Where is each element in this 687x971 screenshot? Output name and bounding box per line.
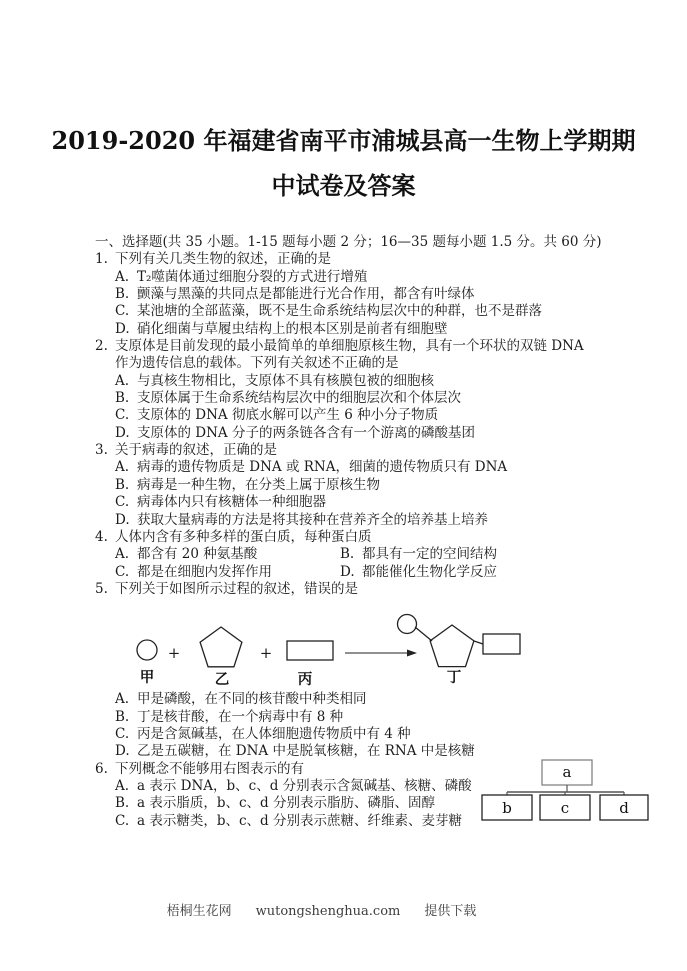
option-letter: B. — [115, 390, 130, 407]
option-text: 病毒体内只有核糖体一种细胞器 — [137, 494, 326, 511]
question-3-number: 3. — [95, 442, 108, 459]
option-text: T₂噬菌体通过细胞分裂的方式进行增殖 — [137, 268, 368, 285]
question-5 — [95, 581, 640, 598]
question-4-option-d — [340, 564, 497, 581]
question-2-option-b — [115, 390, 640, 407]
option-letter: A. — [115, 268, 130, 285]
question-1-number: 1. — [95, 251, 108, 268]
option-text: 乙是五碳糖，在 DNA 中是脱氧核糖，在 RNA 中是核糖 — [137, 743, 475, 760]
option-letter: D. — [115, 424, 130, 441]
composite-connector-right — [474, 641, 483, 644]
option-text: 丙是含氮碱基，在人体细胞遗传物质中有 4 种 — [137, 725, 411, 742]
question-3-option-c — [115, 494, 640, 511]
footer-site-name: 梧桐生花网 — [166, 904, 232, 919]
label-ding: 丁 — [446, 669, 462, 687]
question-4-option-a — [115, 546, 340, 563]
option-text: a 表示 DNA，b、c、d 分别表示含氮碱基、核糖、磷酸 — [137, 777, 472, 794]
page-footer — [0, 903, 665, 920]
option-text: 都具有一定的空间结构 — [362, 546, 497, 563]
option-text: 颤藻与黑藻的共同点是都能进行光合作用，都含有叶绿体 — [137, 286, 475, 303]
page-title-line1: 2019-2020 年福建省南平市浦城县高一生物上学期期 — [51, 126, 636, 155]
option-letter: C. — [115, 563, 130, 580]
question-3-stem: 关于病毒的叙述，正确的是 — [115, 442, 277, 459]
option-text: 支原体的 DNA 分子的两条链各含有一个游离的磷酸基团 — [137, 424, 475, 441]
question-4-options-row2 — [115, 564, 640, 581]
option-letter: B. — [340, 546, 355, 563]
question-3-option-d — [115, 512, 640, 529]
question-3-option-a — [115, 459, 640, 476]
option-letter: C. — [115, 407, 130, 424]
question-2-option-a — [115, 373, 640, 390]
composite-base-rect — [483, 634, 520, 654]
option-text: 甲是磷酸，在不同的核苷酸中种类相同 — [137, 691, 367, 708]
option-letter: A. — [115, 691, 130, 708]
option-letter: D. — [115, 743, 130, 760]
option-text: 病毒的遗传物质是 DNA 或 RNA，细菌的遗传物质只有 DNA — [137, 459, 508, 476]
label-bing: 丙 — [297, 671, 313, 689]
nucleotide-figure-svg — [95, 598, 555, 691]
section-header: 一、选择题(共 35 小题。1-15 题每小题 2 分；16—35 题每小题 1.5 分。共 60 分) — [95, 234, 602, 250]
option-text: 都是在细胞内发挥作用 — [137, 563, 272, 580]
composite-connector-left — [415, 627, 432, 641]
question-1-option-d — [115, 321, 640, 338]
phosphate-circle-shape — [137, 640, 157, 660]
option-text: 支原体的 DNA 彻底水解可以产生 6 种小分子物质 — [137, 407, 439, 424]
node-d-label: d — [619, 799, 629, 817]
option-letter: B. — [115, 795, 130, 812]
concept-diagram-svg — [475, 753, 655, 823]
base-rect-shape — [287, 641, 333, 660]
option-text: a 表示脂质，b、c、d 分别表示脂肪、磷脂、固醇 — [137, 795, 435, 812]
question-6-stem: 下列概念不能够用右图表示的有 — [115, 760, 304, 777]
exam-body — [95, 234, 640, 830]
option-letter: B. — [115, 476, 130, 493]
question-4-number: 4. — [95, 528, 108, 545]
question-5-stem: 下列关于如图所示过程的叙述，错误的是 — [115, 580, 358, 597]
question-3 — [95, 442, 640, 459]
option-text: 支原体属于生命系统结构层次中的细胞层次和个体层次 — [137, 390, 461, 407]
question-4-option-b — [340, 546, 497, 563]
plus-sign-1: + — [167, 644, 181, 663]
option-text: 获取大量病毒的方法是将其接种在营养齐全的培养基上培养 — [137, 511, 488, 528]
option-letter: D. — [340, 563, 355, 580]
question-2-number: 2. — [95, 338, 108, 355]
node-b-label: b — [502, 799, 512, 817]
question-1-option-b — [115, 286, 640, 303]
question-4-option-c — [115, 564, 340, 581]
option-letter: A. — [115, 546, 130, 563]
question-5-option-b — [115, 709, 640, 726]
question-4-stem: 人体内含有多种多样的蛋白质，每种蛋白质 — [115, 528, 372, 545]
option-text: 某池塘的全部蓝藻，既不是生命系统结构层次中的种群，也不是群落 — [137, 303, 542, 320]
question-1 — [95, 251, 640, 268]
question-3-option-b — [115, 477, 640, 494]
option-letter: D. — [115, 511, 130, 528]
option-letter: A. — [115, 459, 130, 476]
question-2-stem-line2: 作为遗传信息的载体。下列有关叙述不正确的是 — [115, 355, 399, 372]
question-1-option-a — [115, 269, 640, 286]
label-jia: 甲 — [139, 669, 155, 687]
option-text: 丁是核苷酸，在一个病毒中有 8 种 — [137, 708, 344, 725]
question-5-option-c — [115, 726, 640, 743]
composite-phosphate-circle — [398, 615, 417, 634]
option-letter: C. — [115, 303, 130, 320]
question-5-number: 5. — [95, 580, 108, 597]
concept-hierarchy-diagram — [475, 753, 655, 823]
footer-site-url: wutongshenghua.com — [255, 904, 401, 919]
option-text: a 表示糖类，b、c、d 分别表示蔗糖、纤维素、麦芽糖 — [137, 812, 462, 829]
option-letter: B. — [115, 286, 130, 303]
question-6-number: 6. — [95, 760, 108, 777]
option-letter: C. — [115, 725, 130, 742]
option-letter: A. — [115, 777, 130, 794]
option-text: 都能催化生物化学反应 — [362, 563, 497, 580]
option-text: 病毒是一种生物，在分类上属于原核生物 — [137, 476, 380, 493]
label-yi: 乙 — [214, 671, 230, 689]
node-a-label: a — [562, 763, 572, 781]
arrowhead-icon — [407, 650, 417, 657]
pentose-pentagon-shape — [200, 627, 242, 667]
option-letter: A. — [115, 372, 130, 389]
question-1-option-c — [115, 303, 640, 320]
option-letter: C. — [115, 812, 130, 829]
question-2-stem-line1: 支原体是目前发现的最小最简单的单细胞原核生物，具有一个环状的双链 DNA — [115, 338, 584, 355]
question-1-stem: 下列有关几类生物的叙述，正确的是 — [115, 251, 331, 268]
question-2-option-c — [115, 407, 640, 424]
option-text: 与真核生物相比，支原体不具有核膜包被的细胞核 — [137, 372, 434, 389]
question-5-option-a — [115, 691, 640, 708]
footer-download-text: 提供下载 — [424, 904, 477, 919]
plus-sign-2: + — [259, 644, 273, 663]
option-text: 硝化细菌与草履虫结构上的根本区别是前者有细胞壁 — [137, 320, 448, 337]
option-letter: C. — [115, 494, 130, 511]
node-c-label: c — [560, 799, 570, 817]
option-letter: B. — [115, 708, 130, 725]
nucleotide-figure — [95, 598, 640, 691]
question-2 — [95, 338, 640, 355]
page-title-line2: 中试卷及答案 — [271, 171, 416, 200]
option-letter: D. — [115, 320, 130, 337]
question-2-option-d — [115, 425, 640, 442]
composite-pentagon-shape — [430, 625, 474, 667]
question-4-options-row1 — [115, 546, 640, 563]
option-text: 都含有 20 种氨基酸 — [137, 546, 258, 563]
question-4 — [95, 529, 640, 546]
